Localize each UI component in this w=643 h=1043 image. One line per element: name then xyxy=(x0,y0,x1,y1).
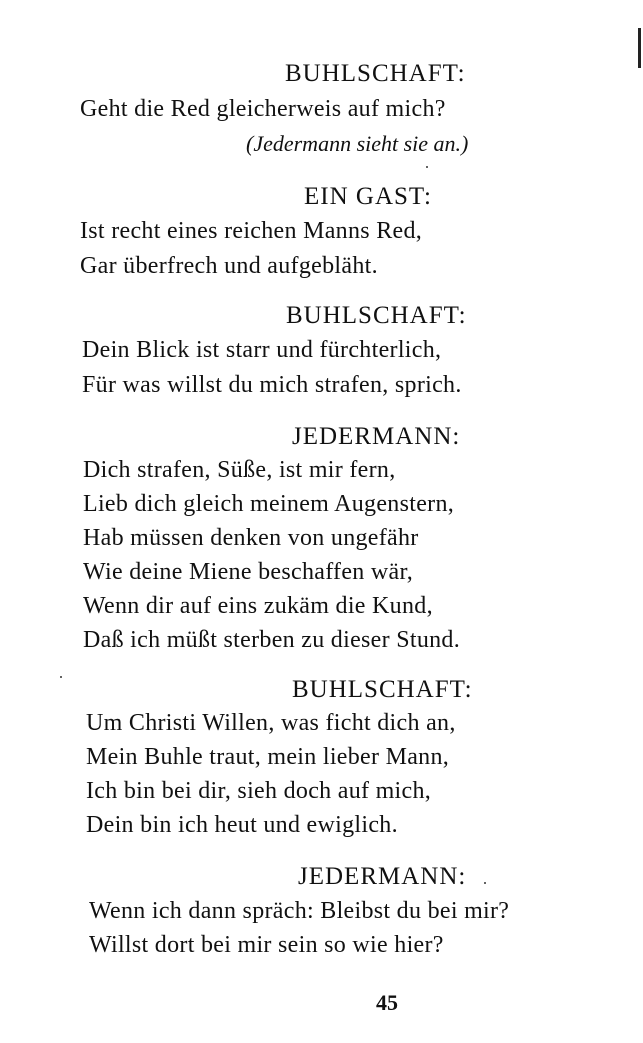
speaker-label: JEDERMANN: xyxy=(298,863,467,890)
verse-line: Dein bin ich heut und ewiglich. xyxy=(86,812,398,838)
speaker-label: EIN GAST: xyxy=(304,183,432,210)
verse-line: Willst dort bei mir sein so wie hier? xyxy=(89,932,444,958)
verse-line: Wie deine Miene beschaffen wär, xyxy=(83,559,414,585)
verse-line: Um Christi Willen, was ficht dich an, xyxy=(86,710,456,736)
verse-line: Für was willst du mich strafen, sprich. xyxy=(82,372,462,398)
verse-line: Ich bin bei dir, sieh doch auf mich, xyxy=(86,778,432,804)
scan-speck xyxy=(60,676,62,678)
page-edge-mark xyxy=(638,28,641,68)
verse-line: Daß ich müßt sterben zu dieser Stund. xyxy=(83,627,461,653)
verse-line: Lieb dich gleich meinem Augenstern, xyxy=(83,491,455,517)
verse-line: Geht die Red gleicherweis auf mich? xyxy=(80,96,446,122)
page-number: 45 xyxy=(376,990,398,1015)
verse-line: Dich strafen, Süße, ist mir fern, xyxy=(83,457,396,483)
speaker-label: BUHLSCHAFT: xyxy=(285,60,466,87)
stage-direction: (Jedermann sieht sie an.) xyxy=(246,131,469,156)
speaker-label: BUHLSCHAFT: xyxy=(286,302,467,329)
verse-line: Dein Blick ist starr und fürchterlich, xyxy=(82,337,442,363)
scan-speck xyxy=(426,166,428,168)
speaker-label: JEDERMANN: xyxy=(292,423,461,450)
scan-speck xyxy=(484,882,486,884)
verse-line: Mein Buhle traut, mein lieber Mann, xyxy=(86,744,450,770)
verse-line: Hab müssen denken von ungefähr xyxy=(83,525,419,551)
verse-line: Wenn ich dann spräch: Bleibst du bei mir? xyxy=(89,898,510,924)
verse-line: Gar überfrech und aufgebläht. xyxy=(80,253,378,279)
verse-line: Wenn dir auf eins zukäm die Kund, xyxy=(83,593,433,619)
speaker-label: BUHLSCHAFT: xyxy=(292,676,473,703)
verse-line: Ist recht eines reichen Manns Red, xyxy=(80,218,423,244)
